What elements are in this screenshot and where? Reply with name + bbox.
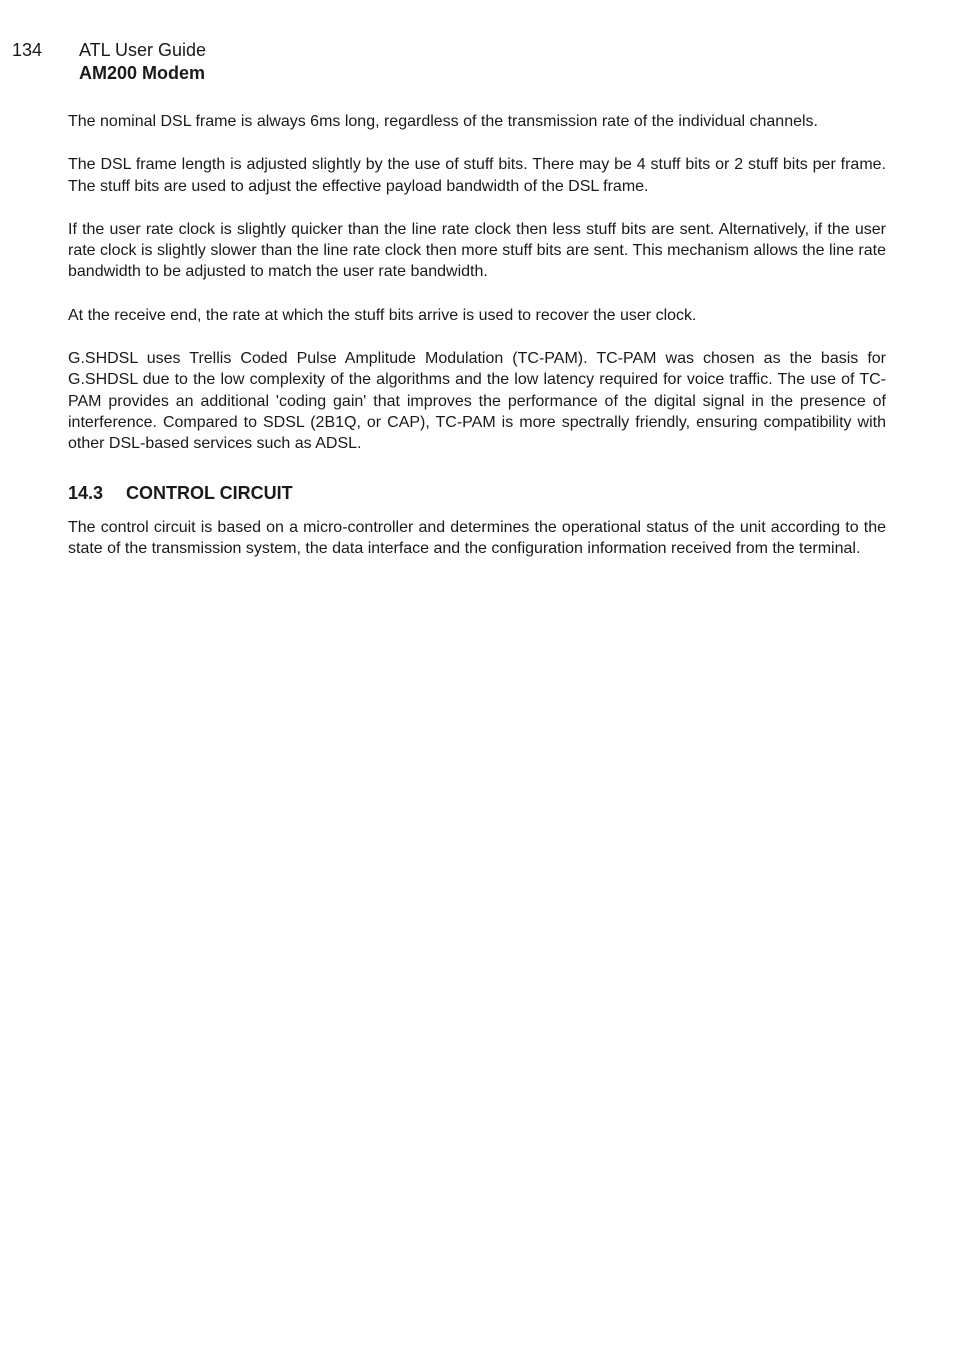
section-heading <box>68 482 886 505</box>
paragraph-tc-pam: G.SHDSL uses Trellis Coded Pulse Amplitude Modulation (TC-PAM). TC-PAM was chosen as the basis for G.SHDSL due to the low complexity of the algorithms and the low latency required for voice traffic. The use of TC-PAM provides an additional 'coding gain' that improves the performance of the digital signal in the presence of interference. Compared to SDSL (2B1Q, or CAP), TC-PAM is more spectrally friendly, ensuring compatibility with other DSL-based services such as ADSL. <box>68 350 886 453</box>
paragraph-stuff-bits: The DSL frame length is adjusted slightly by the use of stuff bits. There may be 4 stuff bits or 2 stuff bits per frame. The stuff bits are used to adjust the effective payload bandwidth of the DSL frame. <box>68 156 886 195</box>
paragraph-frame-length: The nominal DSL frame is always 6ms long, regardless of the transmission rate of the individual channels. <box>68 113 818 130</box>
page-body <box>68 111 886 581</box>
header-title-block <box>79 39 206 85</box>
paragraph-control-circuit: The control circuit is based on a micro-controller and determines the operational status of the unit according to the state of the transmission system, the data interface and the configuration information received from the terminal. <box>68 518 886 557</box>
guide-title: ATL User Guide <box>79 40 207 60</box>
page-number: 134 <box>12 40 43 60</box>
section-title: CONTROL CIRCUIT <box>126 482 293 503</box>
paragraph-rate-clock: If the user rate clock is slightly quicker than the line rate clock then less stuff bits are sent. Alternatively, if the user rate clock is slightly slower than the line rate clock then more stuff bits are sent. This mechanism allows the line rate bandwidth to be adjusted to match the user rate bandwidth. <box>68 220 886 281</box>
paragraph-receive-end: At the receive end, the rate at which the stuff bits arrive is used to recover the user clock. <box>68 306 697 324</box>
product-name: AM200 Modem <box>79 63 206 83</box>
section-number: 14.3 <box>68 482 104 503</box>
